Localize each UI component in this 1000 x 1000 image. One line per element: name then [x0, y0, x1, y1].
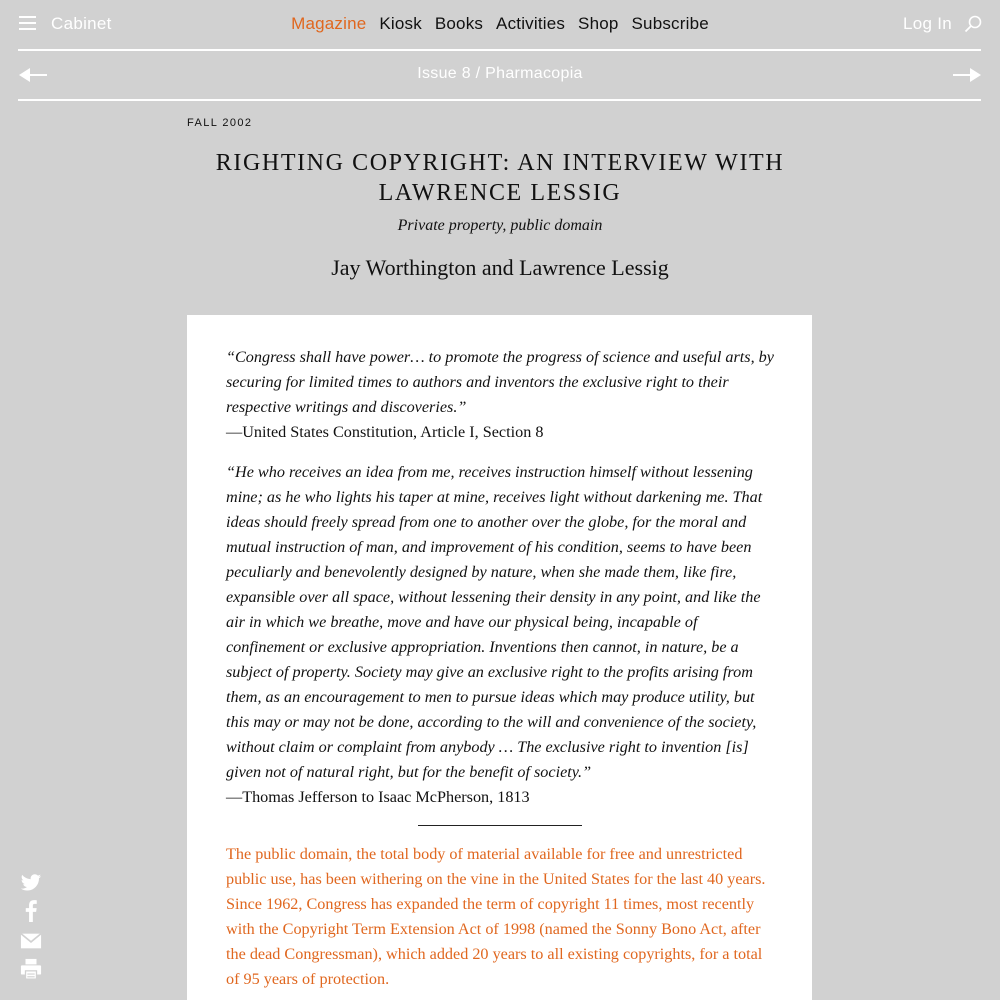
- nav-item-shop[interactable]: Shop: [578, 14, 619, 33]
- epigraph-quote-jefferson: “He who receives an idea from me, receives instruction himself without lessening mine; as he who lights his taper at mine, receives light without darkening me. That ideas should freely spread from one to another over the globe, for the moral and mutual instruction of man, and improvement of his condition, seems to have been peculiarly and benevolently designed by nature, when she made them, like fire, expansible over all space, without lessening their density in any point, and like the air in which we breathe, move and have our physical being, incapable of confinement or exclusive appropriation. Inventions then cannot, in nature, be a subject of property. Society may give an exclusive right to the profits arising from them, as an encouragement to men to pursue ideas which may produce utility, but this may or may not be done, according to the will and convenience of the society, without claim or complaint from anybody … The exclusive right to invention [is] given not of natural right, but for the benefit of society.”: [226, 463, 763, 781]
- issue-link[interactable]: Issue 8 / Pharmacopia: [417, 65, 583, 82]
- main-nav: [0, 14, 1000, 34]
- arrow-right-icon[interactable]: [953, 67, 981, 83]
- article-lede: The public domain, the total body of material available for free and unrestricted public use, has been withering on the vine in the United States for the last 40 years. Since 1962, Congress has expanded the term of copyright 11 times, most recently with the Copyright Term Extension Act of 1998 (named the Sonny Bono Act, after the dead Congressman), which added 20 years to all existing copyrights, for a total of 95 years of protection.: [226, 845, 766, 988]
- article-authors[interactable]: Jay Worthington and Lawrence Lessig: [331, 255, 669, 280]
- print-icon[interactable]: [20, 958, 42, 980]
- brand-link[interactable]: Cabinet: [51, 14, 112, 33]
- nav-item-activities[interactable]: Activities: [496, 14, 566, 33]
- nav-item-books[interactable]: Books: [434, 14, 484, 33]
- hamburger-menu-icon[interactable]: [19, 16, 36, 30]
- article-title: RIGHTING COPYRIGHT: AN INTERVIEW WITH LAWRENCE LESSIG: [215, 150, 785, 206]
- twitter-icon[interactable]: [20, 872, 42, 894]
- login-link[interactable]: Log In: [903, 14, 953, 33]
- email-icon[interactable]: [20, 930, 42, 952]
- epigraph-citation-jefferson: —Thomas Jefferson to Isaac McPherson, 1813: [226, 788, 530, 806]
- epigraph-quote-constitution: “Congress shall have power… to promote the progress of science and useful arts, by securing for limited times to authors and inventors the exclusive right to their respective writings and discoveries.”: [226, 348, 774, 416]
- article-subtitle: Private property, public domain: [397, 217, 603, 234]
- article-content: [226, 345, 774, 992]
- nav-item-magazine[interactable]: Magazine: [291, 14, 367, 33]
- search-icon[interactable]: [964, 15, 982, 33]
- top-navigation: [0, 0, 1000, 50]
- section-divider: [418, 825, 582, 826]
- arrow-left-icon[interactable]: [19, 67, 47, 83]
- header-divider: [18, 49, 981, 51]
- facebook-icon[interactable]: [20, 900, 42, 922]
- nav-item-kiosk[interactable]: Kiosk: [379, 14, 422, 33]
- nav-item-subscribe[interactable]: Subscribe: [631, 14, 709, 33]
- issue-divider: [18, 99, 981, 101]
- epigraph-citation-constitution: —United States Constitution, Article I, Section 8: [226, 423, 544, 441]
- article-body: [187, 315, 812, 1000]
- issue-season: FALL 2002: [187, 117, 253, 129]
